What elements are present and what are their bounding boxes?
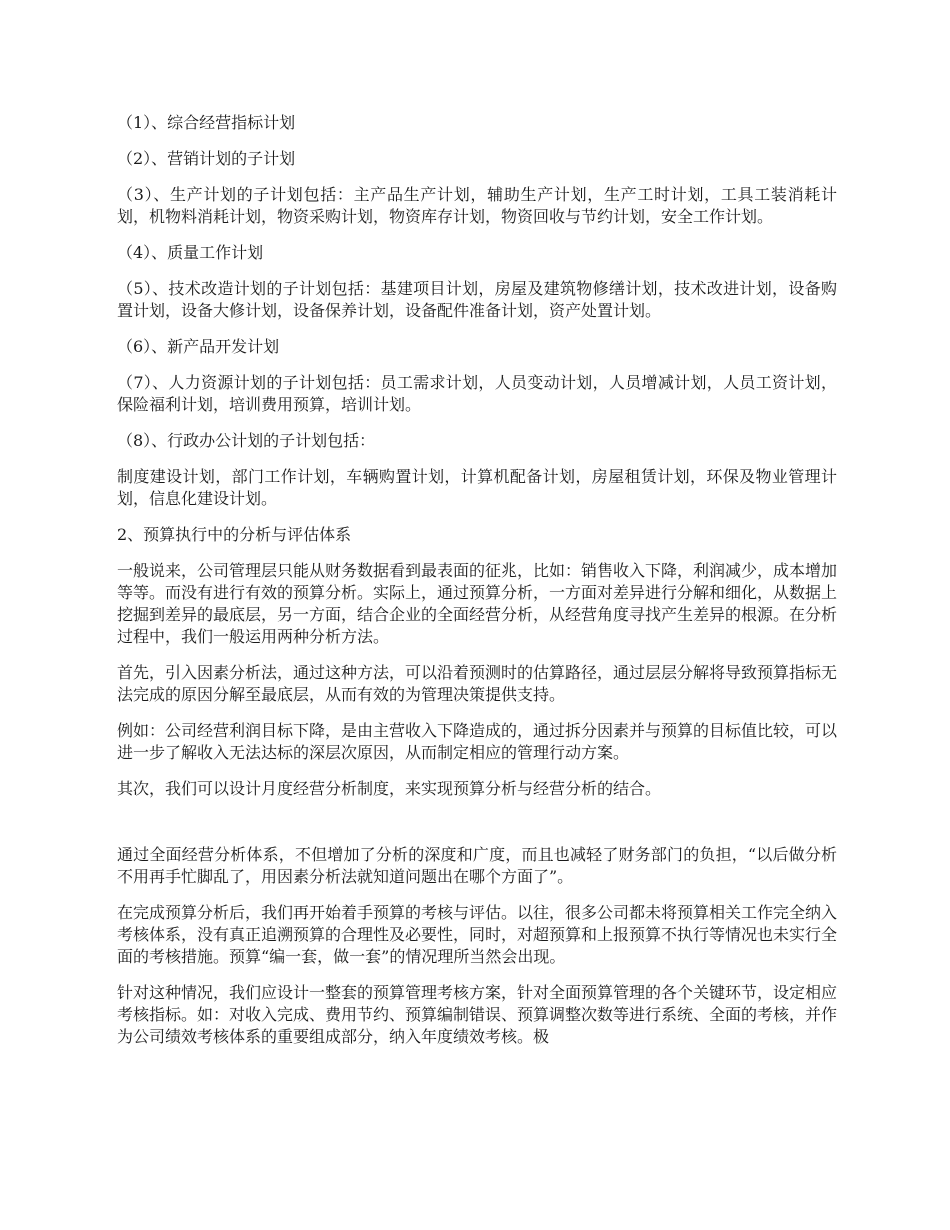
- list-item-1: （1）、综合经营指标计划: [117, 113, 296, 132]
- body-paragraph: 在完成预算分析后，我们再开始着手预算的考核与评估。以往，很多公司都未将预算相关工作完全纳入考核体系，没有真正追溯预算的合理性及必要性，同时，对超预算和上报预算不执行等情况也未实行全面的考核措施。预算“编一套，做一套”的情况理所当然会出现。: [117, 903, 838, 966]
- body-paragraph: 针对这种情况，我们应设计一整套的预算管理考核方案，针对全面预算管理的各个关键环节，设定相应考核指标。如：对收入完成、费用节约、预算编制错误、预算调整次数等进行系统、全面的考核，并作为公司绩效考核体系的重要组成部分，纳入年度绩效考核。极: [117, 983, 838, 1046]
- body-paragraph: 一般说来，公司管理层只能从财务数据看到最表面的征兆，比如：销售收入下降，利润减少，成本增加等等。而没有进行有效的预算分析。实际上，通过预算分析，一方面对差异进行分解和细化，从数据上挖掘到差异的最底层，另一方面，结合企业的全面经营分析，从经营角度寻找产生差异的根源。在分析过程中，我们一般运用两种分析方法。: [117, 561, 838, 646]
- body-paragraph: 其次，我们可以设计月度经营分析制度，来实现预算分析与经营分析的结合。: [117, 779, 662, 798]
- admin-plan-detail: 制度建设计划，部门工作计划，车辆购置计划，计算机配备计划，房屋租赁计划，环保及物业管理计划，信息化建设计划。: [117, 467, 837, 508]
- body-paragraph: 通过全面经营分析体系，不但增加了分析的深度和广度，而且也减轻了财务部门的负担，“以后做分析不用再手忙脚乱了，用因素分析法就知道问题出在哪个方面了”。: [117, 845, 837, 886]
- list-item-6: （6）、新产品开发计划: [117, 337, 280, 356]
- list-item-7: （7）、人力资源计划的子计划包括：员工需求计划，人员变动计划，人员增减计划，人员工资计划，保险福利计划，培训费用预算，培训计划。: [117, 373, 837, 414]
- section-heading: 2、预算执行中的分析与评估体系: [117, 525, 352, 544]
- list-item-4: （4）、质量工作计划: [117, 243, 264, 262]
- body-paragraph: 首先，引入因素分析法，通过这种方法，可以沿着预测时的估算路径，通过层层分解将导致预算指标无法完成的原因分解至最底层，从而有效的为管理决策提供支持。: [117, 663, 838, 704]
- list-item-8: （8）、行政办公计划的子计划包括：: [117, 431, 376, 450]
- list-item-2: （2）、营销计划的子计划: [117, 149, 296, 168]
- list-item-5: （5）、技术改造计划的子计划包括：基建项目计划，房屋及建筑物修缮计划，技术改进计划，设备购置计划，设备大修计划，设备保养计划，设备配件准备计划，资产处置计划。: [117, 279, 837, 320]
- document-page: [117, 112, 837, 1062]
- blank-gap: [117, 814, 837, 844]
- list-item-3: （3）、生产计划的子计划包括：主产品生产计划，辅助生产计划，生产工时计划，工具工装消耗计划，机物料消耗计划，物资采购计划，物资库存计划，物资回收与节约计划，安全工作计划。: [117, 185, 837, 226]
- body-paragraph: 例如：公司经营利润目标下降，是由主营收入下降造成的，通过拆分因素并与预算的目标值比较，可以进一步了解收入无法达标的深层次原因，从而制定相应的管理行动方案。: [117, 721, 838, 762]
